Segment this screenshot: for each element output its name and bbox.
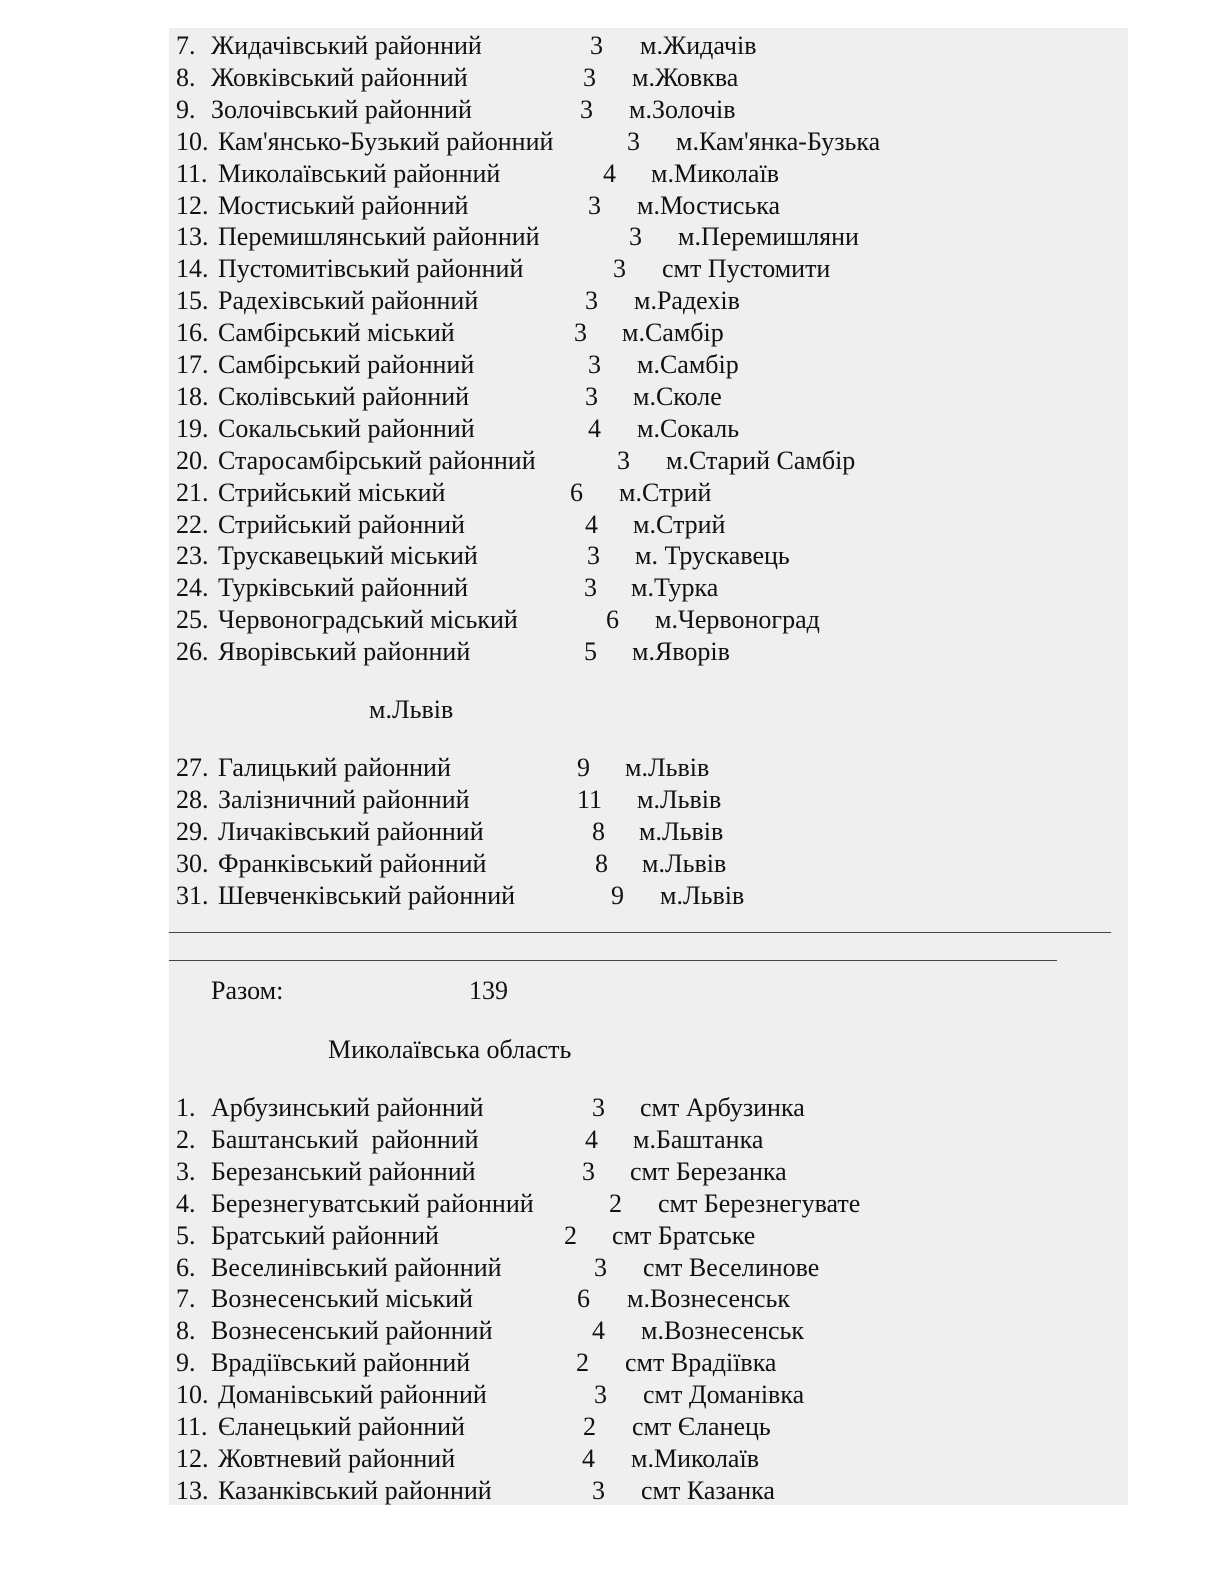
row-number: 23. bbox=[176, 541, 209, 571]
row-number: 22. bbox=[176, 509, 209, 539]
row-number: 16. bbox=[176, 318, 209, 348]
row-admin-center: м.Золочів bbox=[629, 94, 736, 124]
row-deputy-count: 3 bbox=[627, 126, 640, 156]
row-admin-center: м.Сокаль bbox=[637, 413, 740, 443]
row-number: 20. bbox=[176, 445, 209, 475]
row-number: 24. bbox=[176, 573, 209, 603]
row-admin-center: смт Врадіївка bbox=[625, 1348, 777, 1378]
row-district-name: Трускавецький міський bbox=[218, 541, 478, 571]
row-number: 19. bbox=[176, 413, 209, 443]
row-deputy-count: 6 bbox=[570, 477, 583, 507]
row-district-name: Золочівський районний bbox=[211, 94, 472, 124]
row-admin-center: смт Братське bbox=[612, 1220, 756, 1250]
row-admin-center: м.Жовква bbox=[632, 62, 739, 92]
row-deputy-count: 11 bbox=[577, 784, 603, 814]
row-deputy-count: 2 bbox=[576, 1348, 589, 1378]
row-admin-center: м.Сколе bbox=[633, 381, 722, 411]
row-district-name: Єланецький районний bbox=[218, 1412, 465, 1441]
row-district-name: Галицький районний bbox=[218, 753, 451, 782]
row-district-name: Стрийський міський bbox=[218, 477, 446, 507]
row-deputy-count: 9 bbox=[577, 753, 590, 782]
row-admin-center: м.Стрий bbox=[619, 477, 712, 507]
row-number: 5. bbox=[176, 1220, 196, 1250]
row-admin-center: м.Львів bbox=[625, 753, 710, 782]
row-admin-center: смт Березанка bbox=[630, 1156, 787, 1186]
row-deputy-count: 2 bbox=[583, 1412, 596, 1441]
row-district-name: Залізничний районний bbox=[218, 784, 470, 814]
row-district-name: Мостиський районний bbox=[218, 190, 469, 220]
row-deputy-count: 3 bbox=[592, 1093, 605, 1122]
row-deputy-count: 6 bbox=[577, 1284, 590, 1314]
row-number: 12. bbox=[176, 1443, 209, 1473]
row-admin-center: м.Жидачів bbox=[640, 31, 757, 60]
row-admin-center: м.Вознесенськ bbox=[641, 1316, 805, 1346]
row-admin-center: смт Доманівка bbox=[643, 1380, 805, 1410]
row-admin-center: м.Червоноград bbox=[655, 605, 820, 635]
row-deputy-count: 3 bbox=[584, 573, 597, 603]
row-district-name: Старосамбірський районний bbox=[218, 445, 536, 475]
row-district-name: Баштанський районний bbox=[211, 1124, 479, 1154]
row-deputy-count: 6 bbox=[606, 605, 619, 635]
row-deputy-count: 4 bbox=[588, 413, 601, 443]
row-number: 18. bbox=[176, 381, 209, 411]
row-district-name: Вознесенський районний bbox=[211, 1316, 493, 1346]
row-deputy-count: 3 bbox=[583, 62, 596, 92]
row-number: 13. bbox=[176, 1475, 209, 1505]
row-deputy-count: 3 bbox=[580, 94, 593, 124]
row-admin-center: м.Львів bbox=[642, 848, 727, 878]
row-district-name: Березанський районний bbox=[211, 1156, 476, 1186]
row-district-name: Пустомитівський районний bbox=[218, 254, 524, 284]
row-number: 9. bbox=[176, 94, 196, 124]
row-number: 31. bbox=[176, 880, 209, 910]
row-admin-center: м.Старий Самбір bbox=[666, 445, 856, 475]
row-deputy-count: 2 bbox=[564, 1220, 577, 1250]
row-deputy-count: 3 bbox=[585, 381, 598, 411]
row-deputy-count: 3 bbox=[574, 318, 587, 348]
row-number: 2. bbox=[176, 1124, 196, 1154]
row-district-name: Миколаївський районний bbox=[218, 158, 501, 188]
row-admin-center: смт Пустомити bbox=[662, 254, 831, 284]
row-admin-center: м.Самбір bbox=[637, 350, 739, 379]
row-deputy-count: 4 bbox=[603, 158, 616, 188]
row-number: 11. bbox=[176, 1412, 208, 1441]
row-district-name: Вознесенський міський bbox=[211, 1284, 473, 1314]
row-admin-center: смт Єланець bbox=[632, 1412, 771, 1441]
row-number: 27. bbox=[176, 753, 209, 782]
row-admin-center: м. Трускавець bbox=[635, 541, 790, 571]
row-admin-center: м.Львів bbox=[639, 816, 724, 846]
row-number: 7. bbox=[176, 31, 196, 60]
row-admin-center: м.Перемишляни bbox=[678, 222, 859, 252]
row-deputy-count: 3 bbox=[594, 1252, 607, 1282]
row-admin-center: м.Стрий bbox=[633, 509, 726, 539]
row-number: 3. bbox=[176, 1156, 196, 1186]
row-district-name: Сколівський районний bbox=[218, 381, 470, 411]
row-deputy-count: 3 bbox=[594, 1380, 607, 1410]
row-number: 7. bbox=[176, 1284, 196, 1314]
row-admin-center: м.Львів bbox=[660, 880, 745, 910]
row-district-name: Веселинівський районний bbox=[211, 1252, 502, 1282]
row-number: 1. bbox=[176, 1093, 196, 1122]
row-district-name: Казанківський районний bbox=[218, 1475, 492, 1505]
row-deputy-count: 3 bbox=[613, 254, 626, 284]
divider-line bbox=[169, 932, 1111, 933]
row-deputy-count: 4 bbox=[585, 509, 598, 539]
row-number: 12. bbox=[176, 190, 209, 220]
row-number: 21. bbox=[176, 477, 209, 507]
row-district-name: Франківський районний bbox=[218, 848, 487, 878]
total-value: 139 bbox=[469, 976, 508, 1005]
row-district-name: Личаківський районний bbox=[218, 816, 484, 846]
row-deputy-count: 3 bbox=[588, 190, 601, 220]
row-admin-center: м.Кам'янка-Бузька bbox=[676, 126, 881, 156]
row-admin-center: м.Мостиська bbox=[637, 190, 781, 220]
row-deputy-count: 5 bbox=[584, 637, 597, 667]
row-deputy-count: 3 bbox=[585, 286, 598, 316]
row-deputy-count: 3 bbox=[582, 1156, 595, 1186]
row-admin-center: м.Миколаїв bbox=[631, 1443, 759, 1473]
row-deputy-count: 2 bbox=[609, 1188, 622, 1218]
row-district-name: Турківський районний bbox=[218, 573, 469, 603]
row-deputy-count: 8 bbox=[595, 848, 608, 878]
row-district-name: Арбузинський районний bbox=[211, 1093, 484, 1122]
row-district-name: Березнегуватський районний bbox=[211, 1188, 534, 1218]
row-deputy-count: 9 bbox=[611, 880, 624, 910]
row-district-name: Кам'янсько-Бузький районний bbox=[218, 126, 554, 156]
row-admin-center: смт Березнегувате bbox=[658, 1188, 861, 1218]
row-district-name: Стрийський районний bbox=[218, 509, 465, 539]
row-admin-center: м.Самбір bbox=[622, 318, 724, 348]
row-admin-center: м.Радехів bbox=[634, 286, 740, 316]
row-number: 4. bbox=[176, 1188, 196, 1218]
row-district-name: Доманівський районний bbox=[218, 1380, 487, 1410]
row-district-name: Врадіївський районний bbox=[211, 1348, 471, 1378]
row-deputy-count: 3 bbox=[588, 350, 601, 379]
row-number: 8. bbox=[176, 62, 196, 92]
row-deputy-count: 3 bbox=[629, 222, 642, 252]
row-district-name: Яворівський районний bbox=[218, 637, 471, 667]
row-district-name: Самбірський міський bbox=[218, 318, 455, 348]
row-deputy-count: 4 bbox=[585, 1124, 598, 1154]
total-label: Разом: bbox=[211, 976, 284, 1005]
row-district-name: Шевченківський районний bbox=[218, 880, 516, 910]
row-admin-center: м.Львів bbox=[637, 784, 722, 814]
row-admin-center: смт Веселинове bbox=[643, 1252, 820, 1282]
row-district-name: Червоноградський міський bbox=[218, 605, 518, 635]
row-district-name: Самбірський районний bbox=[218, 350, 475, 379]
row-number: 25. bbox=[176, 605, 209, 635]
row-number: 10. bbox=[176, 1380, 209, 1410]
row-admin-center: м.Баштанка bbox=[633, 1124, 764, 1154]
row-deputy-count: 4 bbox=[582, 1443, 595, 1473]
row-number: 6. bbox=[176, 1252, 196, 1282]
row-number: 11. bbox=[176, 158, 208, 188]
row-number: 29. bbox=[176, 816, 209, 846]
row-admin-center: м.Вознесенськ bbox=[627, 1284, 791, 1314]
city-heading: м.Львів bbox=[369, 695, 454, 724]
row-number: 9. bbox=[176, 1348, 196, 1378]
row-number: 8. bbox=[176, 1316, 196, 1346]
row-deputy-count: 8 bbox=[592, 816, 605, 846]
row-number: 26. bbox=[176, 637, 209, 667]
row-district-name: Жовківський районний bbox=[211, 62, 468, 92]
row-number: 17. bbox=[176, 350, 209, 379]
row-deputy-count: 3 bbox=[617, 445, 630, 475]
row-deputy-count: 3 bbox=[592, 1475, 605, 1505]
row-number: 10. bbox=[176, 126, 209, 156]
divider-line bbox=[169, 960, 1057, 961]
row-number: 28. bbox=[176, 784, 209, 814]
row-number: 13. bbox=[176, 222, 209, 252]
row-admin-center: м.Турка bbox=[631, 573, 719, 603]
row-number: 30. bbox=[176, 848, 209, 878]
row-admin-center: м.Миколаїв bbox=[651, 158, 779, 188]
row-number: 14. bbox=[176, 254, 209, 284]
region-heading: Миколаївська область bbox=[328, 1035, 572, 1064]
row-number: 15. bbox=[176, 286, 209, 316]
row-deputy-count: 4 bbox=[592, 1316, 605, 1346]
row-deputy-count: 3 bbox=[587, 541, 600, 571]
row-district-name: Сокальський районний bbox=[218, 413, 475, 443]
row-admin-center: смт Арбузинка bbox=[640, 1093, 805, 1122]
row-admin-center: смт Казанка bbox=[641, 1475, 775, 1505]
row-deputy-count: 3 bbox=[590, 31, 603, 60]
row-admin-center: м.Яворів bbox=[632, 637, 730, 667]
row-district-name: Радехівський районний bbox=[218, 286, 479, 316]
row-district-name: Жовтневий районний bbox=[218, 1443, 456, 1473]
row-district-name: Братський районний bbox=[211, 1220, 439, 1250]
row-district-name: Жидачівський районний bbox=[211, 31, 482, 60]
row-district-name: Перемишлянський районний bbox=[218, 222, 540, 252]
